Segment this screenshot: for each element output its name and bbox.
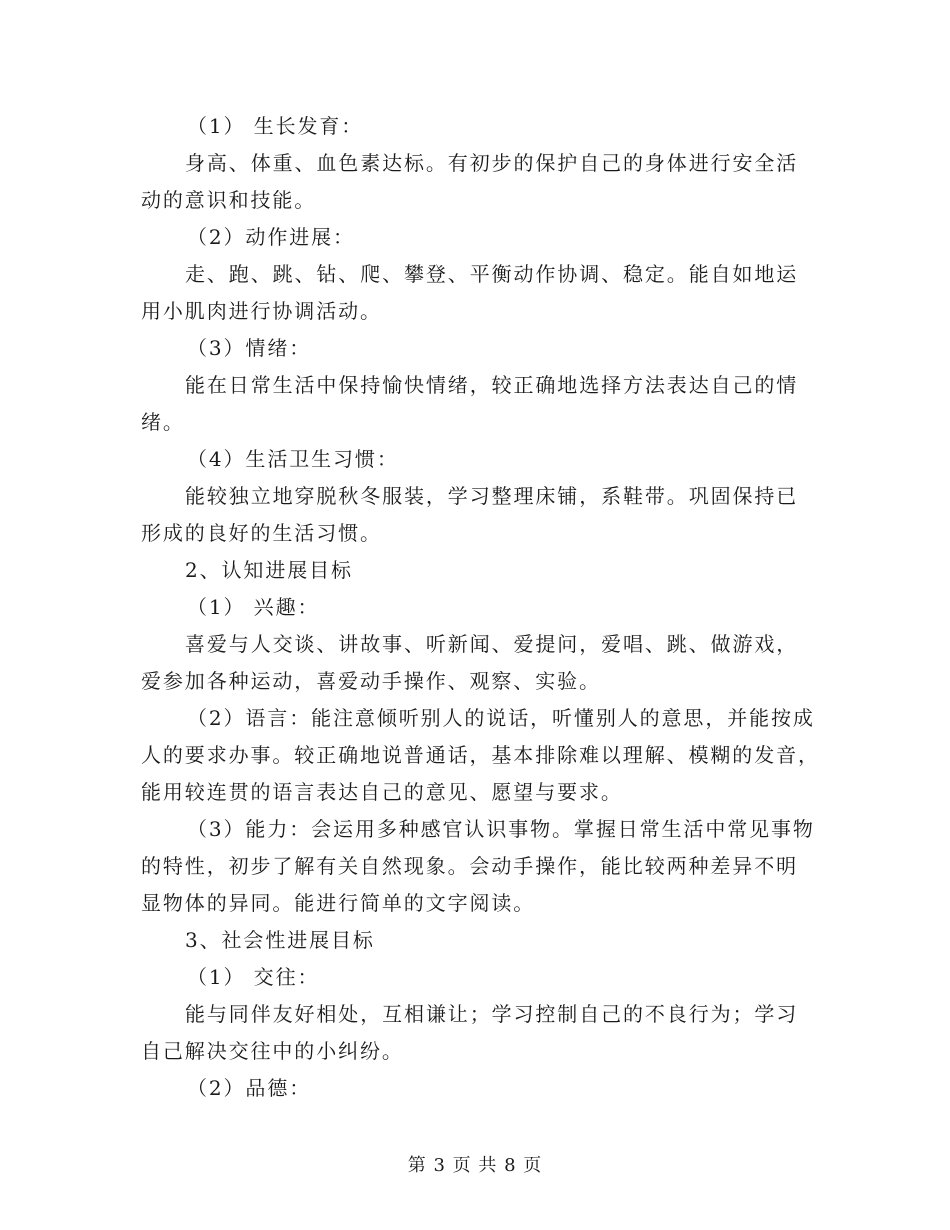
text-line: 显物体的异同。能进行简单的文字阅读。 [141, 891, 536, 915]
text-line: 人的要求办事。较正确地说普通话，基本排除难以理解、模糊的发音， [141, 743, 820, 767]
text-line: （4）生活卫生习惯： [187, 447, 399, 471]
text-line: 自己解决交往中的小纠纷。 [141, 1039, 404, 1063]
text-line: 能与同伴友好相处，互相谦让；学习控制自己的不良行为；学习 [185, 1002, 799, 1026]
text-line: 能用较连贯的语言表达自己的意见、愿望与要求。 [141, 780, 623, 804]
document-body [141, 108, 820, 1107]
text-line: 绪。 [141, 410, 185, 434]
text-line: 动的意识和技能。 [141, 188, 317, 212]
text-line: （3）情绪： [187, 336, 312, 360]
page-number-footer: 第 3 页 共 8 页 [407, 1155, 543, 1176]
text-line: （3）能力：会运用多种感官认识事物。掌握日常生活中常见事物 [187, 817, 815, 841]
section-heading: 3、社会性进展目标 [185, 928, 375, 952]
text-line: （1） 兴趣： [187, 595, 320, 619]
text-line: 的特性，初步了解有关自然现象。会动手操作，能比较两种差异不明 [141, 854, 798, 878]
text-line: 走、跑、跳、钻、爬、攀登、平衡动作协调、稳定。能自如地运 [185, 262, 799, 286]
text-line: 用小肌肉进行协调活动。 [141, 299, 382, 323]
text-line: （1） 交往： [187, 965, 320, 989]
text-line: 能在日常生活中保持愉快情绪，较正确地选择方法表达自己的情 [185, 373, 799, 397]
text-line: 形成的良好的生活习惯。 [141, 521, 382, 545]
text-line: （2）语言：能注意倾听别人的说话，听懂别人的意思，并能按成 [187, 706, 815, 730]
text-line: （2）品德： [187, 1076, 312, 1100]
text-line: 能较独立地穿脱秋冬服装，学习整理床铺，系鞋带。巩固保持已 [185, 484, 799, 508]
text-line: （2）动作进展： [187, 225, 355, 249]
text-line: （1） 生长发育： [187, 114, 364, 138]
section-heading: 2、认知进展目标 [185, 558, 353, 582]
text-line: 喜爱与人交谈、讲故事、听新闻、爱提问，爱唱、跳、做游戏， [185, 632, 799, 656]
text-line: 爱参加各种运动，喜爱动手操作、观察、实验。 [141, 669, 601, 693]
text-line: 身高、体重、血色素达标。有初步的保护自己的身体进行安全活 [185, 151, 799, 175]
